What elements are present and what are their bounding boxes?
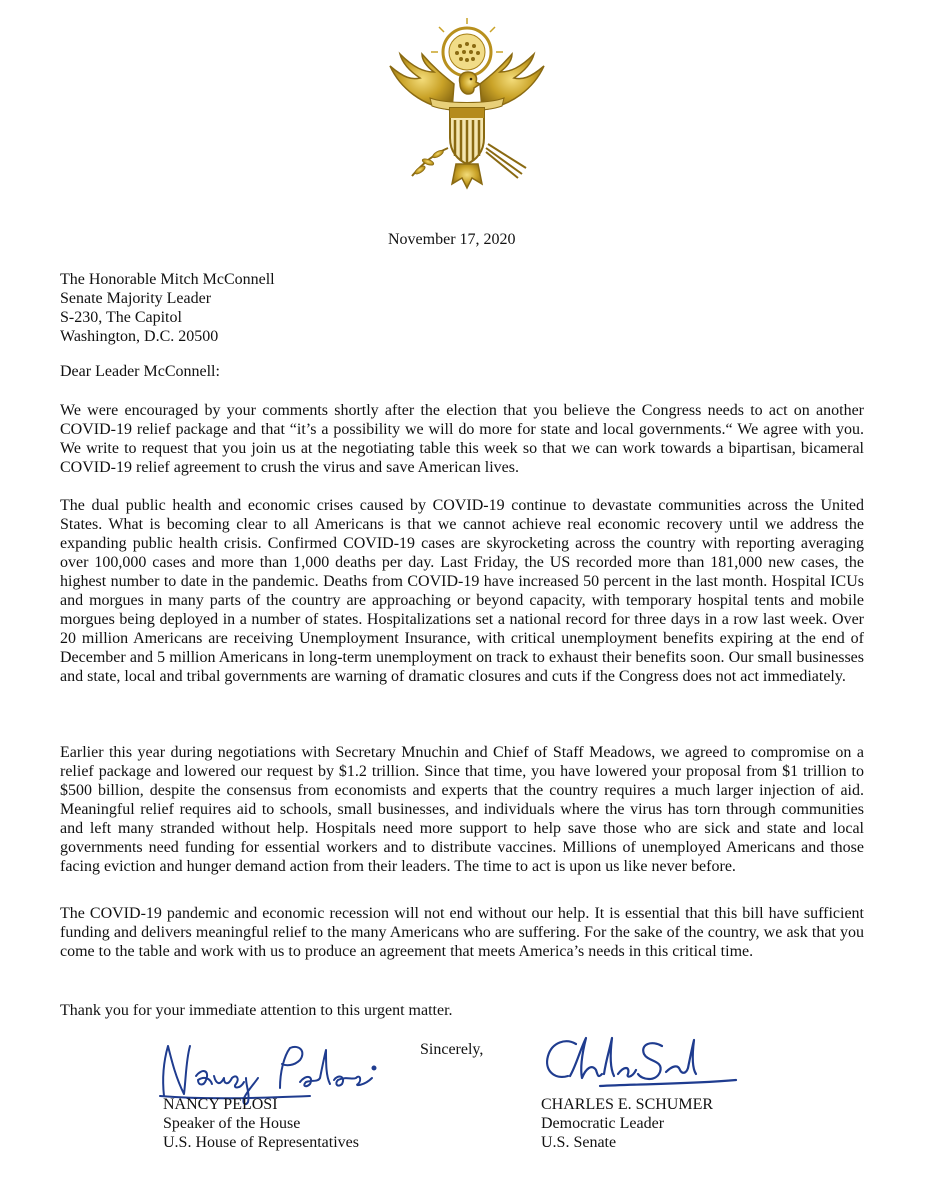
signer-body: U.S. House of Representatives: [163, 1134, 359, 1151]
signer-body: U.S. Senate: [541, 1134, 617, 1151]
closing: Sincerely,: [420, 1041, 484, 1058]
paragraph-1: We were encouraged by your comments shortly after the election that you believe the Congress needs to act on another COVID-19 relief package and that “it’s a possibility we will do more for state and local governments.“ We agree with you. We write to request that you join us at the negotiating table this week so that we can work towards a bipartisan, bicameral COVID-19 relief agreement to crush the virus and save American lives.: [60, 402, 864, 476]
recipient-city: Washington, D.C. 20500: [60, 328, 219, 345]
salutation: Dear Leader McConnell:: [60, 363, 220, 380]
recipient-address: [60, 270, 275, 346]
great-seal-eagle-icon: [382, 18, 552, 190]
signer-schumer-block: [541, 1095, 713, 1152]
letter-date: November 17, 2020: [388, 231, 516, 248]
paragraph-4: The COVID-19 pandemic and economic recession will not end without our help. It is essential that this bill have sufficient funding and delivers meaningful relief to the many Americans who are suffering. For the sake of the country, we ask that you come to the table and work with us to produce an agreement that meets America’s needs in this critical time.: [60, 905, 864, 960]
signer-name: NANCY PELOSI: [163, 1096, 278, 1113]
thanks-line: Thank you for your immediate attention to this urgent matter.: [60, 1002, 453, 1019]
recipient-title: Senate Majority Leader: [60, 290, 212, 307]
recipient-office: S-230, The Capitol: [60, 309, 182, 326]
paragraph-2: The dual public health and economic crises caused by COVID-19 continue to devastate communities across the United States. What is becoming clear to all Americans is that we cannot achieve real economic recovery until we address the expanding public health crisis. Confirmed COVID-19 cases are skyrocketing across the country with reporting averaging over 100,000 cases and more than 1,000 deaths per day. Last Friday, the US recorded more than 181,000 new cases, the highest number to date in the pandemic. Deaths from COVID-19 have increased 50 percent in the last month. Hospital ICUs and morgues in many parts of the country are approaching or beyond capacity, with temporary hospital tents and mobile morgues being deployed in a number of states. Hospitalizations set a national record for three days in a row last week. Over 20 million Americans are receiving Unemployment Insurance, with critical unemployment benefits expiring at the end of December and 5 million Americans in long-term unemployment on track to exhaust their benefits soon. Our small businesses and state, local and tribal governments are warning of dramatic closures and cuts if the Congress does not act immediately.: [60, 497, 864, 685]
schumer-signature: [540, 1030, 740, 1092]
signer-pelosi-block: [163, 1095, 359, 1152]
signer-title: Speaker of the House: [163, 1115, 301, 1132]
recipient-name: The Honorable Mitch McConnell: [60, 271, 275, 288]
signer-title: Democratic Leader: [541, 1115, 665, 1132]
signer-name: CHARLES E. SCHUMER: [541, 1096, 714, 1113]
paragraph-3: Earlier this year during negotiations with Secretary Mnuchin and Chief of Staff Meadows, we agreed to compromise on a relief package and lowered our request by $1.2 trillion. Since that time, you have lowered your proposal from $1 trillion to $500 billion, despite the consensus from economists and experts that the country requires a much larger injection of aid. Meaningful relief requires aid to schools, small businesses, and individuals where the virus has torn through communities and left many stranded without help. Hospitals need more support to help save those who are sick and state and local governments need funding for essential workers and to distribute vaccines. Millions of unemployed Americans and those facing eviction and hunger demand action from their leaders. The time to act is upon us like never before.: [60, 744, 864, 875]
